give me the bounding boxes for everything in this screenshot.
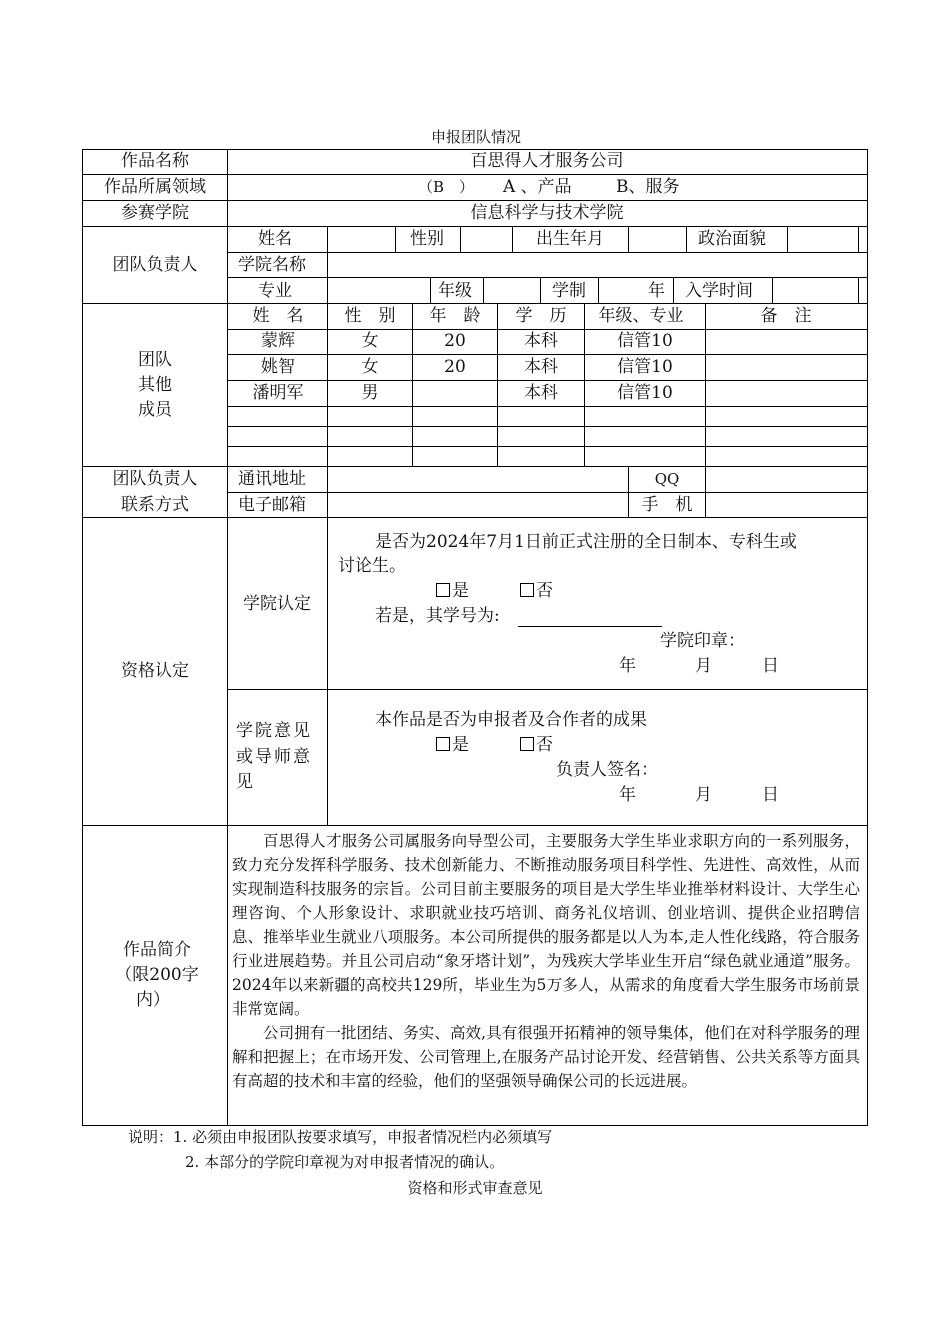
email-label: 电子邮箱 (238, 495, 306, 515)
member-cell: 男 (361, 383, 379, 403)
leader-politics-label: 政治面貌 (698, 229, 766, 249)
project-name: 百思得人才服务公司 (470, 151, 624, 171)
project-field-value: （B ） (418, 178, 475, 196)
members-header-name: 姓 名 (252, 306, 304, 326)
intro-label-3: 内） (136, 990, 170, 1010)
review-section-title: 资格和形式审查意见 (407, 1179, 543, 1197)
qualification-question-line2: 讨论生。 (338, 556, 406, 576)
member-cell: 蒙辉 (261, 331, 295, 351)
intro-paragraph-1: 百思得人才服务公司属服务向导型公司，主要服务大学生毕业求职方向的一系列服务，致力充分发挥科学服务、技术创新能力、不断推动服务项目科学性、先进性、高效性，从而实现制造科技服务的宗旨。公司目前主要服务的项目是大学生毕业推举材料设计、大学生心理咨询、个人形象设计、求职就业技巧培训、商务礼仪培训、创业培训、提供企业招聘信息、推举毕业生就业八项服务。本公司所提供的服务都是以人为本,走人性化线路，符合服务行业进展趋势。并且公司启动“象牙塔计划”，为残疾大学毕业生开启“绿色就业通道”服务。2024年以来新疆的高校共129所，毕业生为5万多人，从需求的角度看大学生服务市场前景非常宽阔。 (232, 832, 860, 1018)
leader-name-label: 姓名 (258, 229, 292, 249)
members-label-3: 成员 (138, 400, 172, 420)
note-1: 说明：1. 必须由申报团队按要求填写，申报者情况栏内必须填写 (128, 1128, 553, 1146)
member-cell: 本科 (524, 357, 558, 377)
leader-enroll-label: 入学时间 (685, 281, 753, 301)
member-cell: 20 (444, 331, 466, 351)
member-cell: 女 (361, 357, 379, 377)
members-label-1: 团队 (138, 350, 172, 370)
opinion-no-option[interactable]: 否 (520, 737, 553, 754)
qq-label: QQ (654, 470, 680, 488)
members-header-remark: 备 注 (760, 306, 812, 326)
intro-label-1: 作品简介 (123, 940, 191, 960)
project-field-option-a: A 、产品 (503, 177, 572, 197)
student-id-underline (518, 626, 662, 627)
student-id-label: 若是，其学号为: (375, 606, 500, 626)
member-cell: 女 (361, 331, 379, 351)
members-header-gender: 性 别 (344, 306, 396, 326)
college-cert-label: 学院认定 (243, 594, 311, 614)
leader-schooling-label: 学制 (552, 281, 586, 301)
checkbox-icon[interactable] (436, 583, 450, 597)
intro-label-2: （限200字 (115, 965, 199, 985)
member-cell: 本科 (524, 383, 558, 403)
checkbox-icon[interactable] (520, 583, 534, 597)
college-name: 信息科学与技术学院 (470, 203, 624, 223)
member-cell: 本科 (524, 331, 558, 351)
leader-year-unit: 年 (648, 281, 665, 301)
contact-section-label-1: 团队负责人 (112, 469, 198, 489)
opinion-label-1: 学院意见 (236, 721, 312, 741)
members-header-age: 年 龄 (429, 306, 481, 326)
member-cell: 姚智 (261, 357, 295, 377)
seal-date-day: 日 (762, 656, 779, 676)
opinion-yes-option[interactable]: 是 (436, 737, 469, 754)
members-header-grade-major: 年级、专业 (598, 306, 684, 326)
note-2: 2. 本部分的学院印章视为对申报者情况的确认。 (185, 1153, 505, 1171)
opinion-label-3: 见 (236, 772, 253, 792)
member-cell: 信管10 (617, 357, 673, 377)
signature-label: 负责人签名： (556, 760, 658, 780)
leader-birth-label: 出生年月 (536, 229, 604, 249)
member-cell: 信管10 (617, 331, 673, 351)
member-cell: 20 (444, 357, 466, 377)
qualification-question-line1: 是否为2024年7月1日前正式注册的全日制本、专科生或 (375, 532, 797, 552)
project-field-option-b: B、服务 (616, 177, 680, 197)
seal-date-year: 年 (619, 656, 636, 676)
project-field-label: 作品所属领域 (104, 177, 206, 197)
leader-major-label: 专业 (258, 281, 292, 301)
members-label-2: 其他 (138, 375, 172, 395)
qualification-yes-option[interactable]: 是 (436, 583, 469, 600)
qualification-no-option[interactable]: 否 (520, 583, 553, 600)
members-header-education: 学 历 (515, 306, 567, 326)
member-cell: 潘明军 (252, 383, 304, 403)
signature-date-month: 月 (695, 785, 712, 805)
opinion-label-2: 或导师意 (236, 747, 312, 767)
qualification-label: 资格认定 (121, 661, 189, 681)
leader-grade-label: 年级 (438, 281, 472, 301)
opinion-question: 本作品是否为申报者及合作者的成果 (375, 710, 647, 730)
checkbox-icon[interactable] (436, 737, 450, 751)
phone-label: 手 机 (641, 495, 693, 515)
leader-section-label: 团队负责人 (112, 255, 198, 275)
contact-section-label-2: 联系方式 (121, 495, 189, 515)
signature-date-year: 年 (619, 785, 636, 805)
project-name-label: 作品名称 (121, 151, 189, 171)
member-cell: 信管10 (617, 383, 673, 403)
intro-paragraph-2: 公司拥有一批团结、务实、高效,具有很强开拓精神的领导集体，他们在对科学服务的理解和把握上；在市场开发、公司管理上,在服务产品讨论开发、经营销售、公共关系等方面具有高超的技术和丰富的经验，他们的坚强领导确保公司的长远进展。 (232, 1024, 860, 1090)
address-label: 通讯地址 (238, 469, 306, 489)
college-label: 参赛学院 (121, 203, 189, 223)
seal-date-month: 月 (695, 656, 712, 676)
leader-college-label: 学院名称 (238, 255, 306, 275)
college-seal-label: 学院印章： (660, 631, 745, 651)
leader-gender-label: 性别 (410, 229, 444, 249)
checkbox-icon[interactable] (520, 737, 534, 751)
intro-text (232, 829, 860, 1093)
signature-date-day: 日 (762, 785, 779, 805)
page-title: 申报团队情况 (430, 128, 522, 146)
